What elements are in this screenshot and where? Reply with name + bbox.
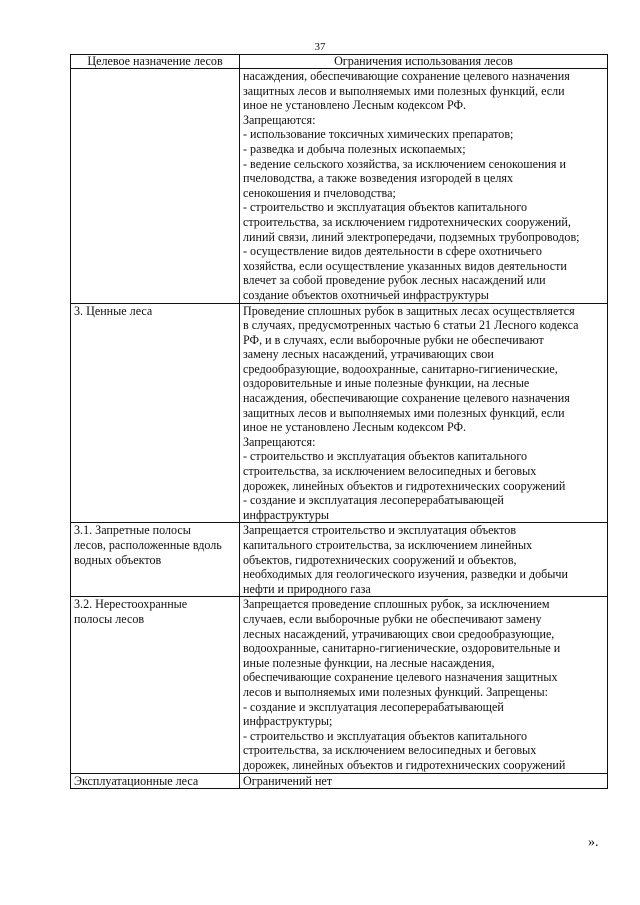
- restriction-text-line: лесных насаждений, утрачивающих свои средообразующие,: [243, 626, 555, 641]
- restriction-text-line: Запрещается проведение сплошных рубок, за исключением: [243, 597, 550, 612]
- header-forest-purpose: Целевое назначение лесов: [71, 55, 240, 69]
- restriction-text-line: Запрещаются:: [243, 112, 316, 127]
- restriction-text-line: в случаях, предусмотренных частью 6 статьи 21 Лесного кодекса: [243, 318, 579, 333]
- restriction-text-line: линий связи, линий электропередачи, подземных трубопроводов;: [243, 229, 580, 244]
- restriction-cell: [240, 303, 608, 523]
- restriction-text-line: инфраструктуры: [243, 507, 329, 522]
- category-text-line: 3.2. Нерестоохранные: [74, 597, 188, 612]
- restriction-text-line: защитных лесов и выполняемых ими полезных функций, если: [243, 405, 565, 420]
- closing-quote-mark: ».: [588, 835, 599, 850]
- page-number: 37: [314, 41, 326, 53]
- restriction-text-line: иные полезные функции, на лесные насаждения,: [243, 655, 495, 670]
- restriction-text-line: насаждения, обеспечивающие сохранение целевого назначения: [243, 69, 570, 83]
- restriction-text-line: - строительство и эксплуатация объектов капитального: [243, 728, 528, 743]
- restriction-text-line: пчеловодства, а также возведения изгородей в целях: [243, 171, 514, 186]
- restriction-text-line: РФ, и в случаях, если выборочные рубки не обеспечивают: [243, 332, 544, 347]
- restriction-text-line: лесов и выполняемых ими полезных функций. Запрещены:: [243, 684, 548, 699]
- forest-category-cell: [71, 523, 240, 597]
- restriction-text-line: Запрещается строительство и эксплуатация объектов: [243, 523, 517, 538]
- restriction-text-line: инфраструктуры;: [243, 714, 333, 729]
- table-row-valuable-forests-row: [71, 303, 608, 523]
- restriction-text-line: - строительство и эксплуатация объектов капитального: [243, 200, 528, 215]
- restriction-text-line: объектов, гидротехнических сооружений и объектов,: [243, 552, 517, 567]
- category-text-line: водных объектов: [74, 552, 162, 567]
- category-text-line: Эксплуатационные леса: [74, 773, 199, 788]
- forest-restrictions-table: [70, 54, 608, 789]
- restriction-text-line: обеспечивающие сохранение целевого назначения защитных: [243, 670, 558, 685]
- restriction-cell: [240, 69, 608, 304]
- table-row-production-forests-row: [71, 773, 608, 789]
- restriction-text-line: водоохранные, санитарно-гигиенические, оздоровительные и: [243, 641, 561, 656]
- header-usage-restrictions: Ограничения использования лесов: [240, 55, 608, 69]
- restriction-cell: [240, 597, 608, 773]
- restriction-text-line: оздоровительные и иные полезные функции, на лесные: [243, 376, 530, 391]
- restriction-text-line: насаждения, обеспечивающие сохранение целевого назначения: [243, 391, 570, 406]
- restriction-text-line: - создание и эксплуатация лесоперерабатывающей: [243, 493, 504, 508]
- restriction-text-line: случаев, если выборочные рубки не обеспечивают замену: [243, 611, 542, 626]
- restriction-text-line: создание объектов охотничьей инфраструктуры: [243, 287, 489, 302]
- restriction-text-line: средообразующие, водоохранные, санитарно-гигиенические,: [243, 361, 558, 376]
- restriction-text-line: дорожек, линейных объектов и гидротехнических сооружений: [243, 757, 566, 772]
- category-text-line: лесов, расположенные вдоль: [74, 538, 222, 552]
- restriction-text-line: - строительство и эксплуатация объектов капитального: [243, 449, 528, 464]
- table-row-continued-row: [71, 69, 608, 304]
- restriction-text-line: сенокошения и пчеловодства;: [243, 185, 396, 200]
- restriction-text-line: замену лесных насаждений, утрачивающих свои: [243, 347, 494, 362]
- table-body: [71, 69, 608, 789]
- restriction-cell: [240, 523, 608, 597]
- restriction-text-line: капитального строительства, за исключением линейных: [243, 538, 533, 552]
- restriction-text-line: иное не установлено Лесным кодексом РФ.: [243, 98, 467, 113]
- restriction-text-line: нефти и природного газа: [243, 581, 371, 596]
- table-row-restricted-strips-row: [71, 523, 608, 597]
- restriction-cell: [240, 773, 608, 789]
- restriction-text-line: - ведение сельского хозяйства, за исключением сенокошения и: [243, 156, 566, 171]
- table-row-spawning-strips-row: [71, 597, 608, 773]
- forest-category-cell: [71, 303, 240, 523]
- restriction-text-line: - осуществление видов деятельности в сфере охотничьего: [243, 244, 542, 259]
- restriction-text-line: хозяйства, если осуществление указанных видов деятельности: [243, 258, 567, 273]
- restriction-text-line: дорожек, линейных объектов и гидротехнических сооружений: [243, 478, 566, 493]
- restriction-text-line: защитных лесов и выполняемых ими полезных функций, если: [243, 83, 565, 98]
- table-header-row: [71, 55, 608, 69]
- restriction-text-line: строительства, за исключением велосипедных и беговых: [243, 743, 537, 758]
- category-text-line: 3. Ценные леса: [74, 303, 153, 318]
- restriction-text-line: Ограничений нет: [243, 773, 333, 788]
- restriction-text-line: строительства, за исключением гидротехнических сооружений,: [243, 214, 571, 229]
- category-text-line: полосы лесов: [74, 611, 145, 626]
- forest-category-cell: [71, 69, 240, 304]
- restriction-text-line: - разведка и добыча полезных ископаемых;: [243, 141, 466, 156]
- restriction-text-line: Проведение сплошных рубок в защитных лесах осуществляется: [243, 303, 575, 318]
- forest-category-cell: [71, 773, 240, 789]
- restriction-text-line: - использование токсичных химических препаратов;: [243, 127, 514, 142]
- category-text-line: 3.1. Запретные полосы: [74, 523, 191, 538]
- restriction-text-line: - создание и эксплуатация лесоперерабатывающей: [243, 699, 504, 714]
- forest-category-cell: [71, 597, 240, 773]
- restriction-text-line: строительства, за исключением велосипедных и беговых: [243, 464, 537, 479]
- restriction-text-line: необходимых для геологического изучения, разведки и добычи: [243, 567, 568, 582]
- restriction-text-line: иное не установлено Лесным кодексом РФ.: [243, 420, 467, 435]
- restriction-text-line: Запрещаются:: [243, 434, 316, 449]
- restriction-text-line: влечет за собой проведение рубок лесных насаждений или: [243, 273, 546, 288]
